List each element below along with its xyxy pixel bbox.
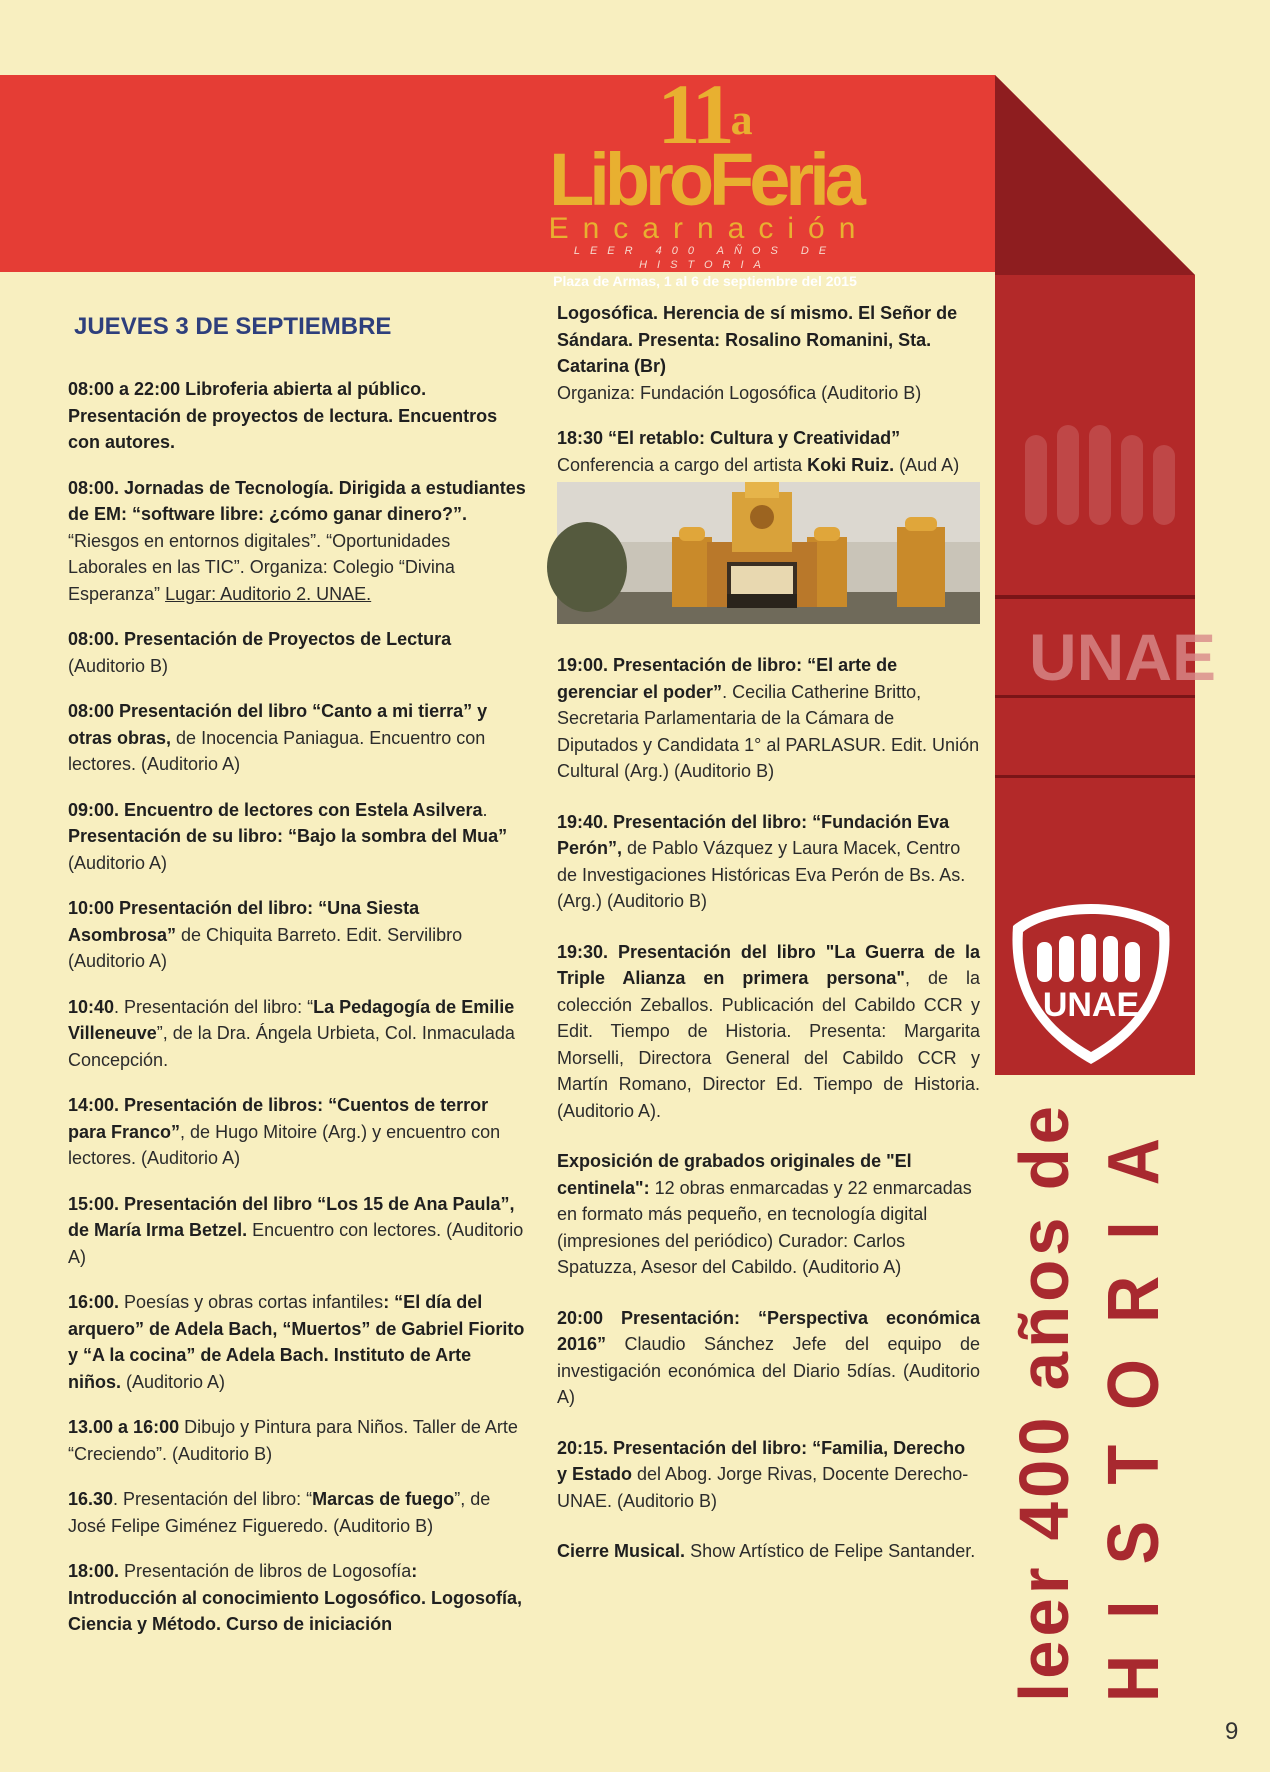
entry-text: Poesías y obras cortas infantiles: [119, 1292, 384, 1312]
schedule-entry: [557, 1148, 980, 1281]
entry-text: Claudio Sánchez Jefe del equipo de investigación económica del Diario 5días. (Auditorio A): [557, 1334, 980, 1407]
entry-text: de Chiquita Barreto. Edit. Servilibro (Auditorio A): [68, 924, 463, 971]
entry-title: 13.00 a 16:00: [68, 1417, 180, 1437]
schedule-entry: [68, 1191, 528, 1271]
entry-text: . Presentación del libro: “: [113, 1489, 313, 1509]
entry-location: Lugar: Auditorio 2. UNAE.: [165, 583, 372, 604]
libroferia-logo: [530, 66, 880, 290]
schedule-entry: [68, 1414, 528, 1467]
entry-title: Logosófica. Herencia de sí mismo. El Señor de Sándara. Presenta: Rosalino Romanini, Sta. Catarina (Br): [557, 303, 958, 376]
schedule-entry: [68, 698, 528, 778]
entry-title: 08:00. Presentación de Proyectos de Lectura: [68, 629, 452, 649]
entry-title: 08:00 a 22:00 Libroferia abierta al público. Presentación de proyectos de lectura. Encuentros con autores.: [68, 379, 498, 452]
entry-text: (Auditorio A): [68, 852, 168, 873]
entry-title: Presentación de su libro: “Bajo la sombra del Mua”: [68, 826, 508, 846]
schedule-entry: [557, 652, 980, 785]
schedule-right-column: [557, 300, 980, 1584]
entry-title: 16.30: [68, 1489, 114, 1509]
entry-title: 20:00 Presentación: “Perspectiva económica 2016”: [557, 1307, 980, 1354]
vertical-slogan: [1000, 1039, 1175, 1710]
slogan-line-1: leer 400 años de: [1005, 1093, 1083, 1702]
entry-text: Encuentro con lectores. (Auditorio A): [68, 1220, 524, 1267]
page-number: 9: [1225, 1718, 1239, 1745]
entry-title: 09:00. Encuentro de lectores con Estela Asilvera: [68, 799, 483, 820]
badge-label: UNAE: [1042, 986, 1140, 1024]
schedule-entry: [68, 994, 528, 1074]
schedule-entry: [68, 1558, 528, 1638]
retablo-photo: [557, 482, 980, 624]
entry-text: , de Hugo Mitoire (Arg.) y encuentro con lectores. (Auditorio A): [68, 1121, 501, 1168]
event-venue: Plaza de Armas, 1 al 6 de septiembre del 2015: [553, 273, 857, 289]
schedule-entry: [68, 475, 528, 608]
entry-title: Marcas de fuego: [312, 1489, 455, 1509]
schedule-entry: [557, 939, 980, 1125]
entry-title: 10:00 Presentación del libro: “Una Siesta Asombrosa”: [68, 898, 420, 945]
entry-text: “Riesgos en entornos digitales”. “Oportunidades Laborales en las TIC”. Organiza: Colegio “Divina Esperanza”: [68, 530, 455, 604]
logo-city: Encarnación: [548, 212, 870, 245]
schedule-entry: [557, 809, 980, 915]
entry-text: Organiza: Fundación Logosófica (Auditorio B): [557, 382, 922, 403]
entry-text: .: [482, 799, 488, 820]
entry-title: Koki Ruiz.: [807, 454, 895, 475]
entry-text: ”, de José Felipe Giménez Figueredo. (Auditorio B): [68, 1489, 491, 1536]
entry-text: , de la colección Zeballos. Publicación del Cabildo CCR y Edit. Tiempo de Historia. Presenta: Margarita Morselli, Directora General del Cabildo CCR y Martín Romano, Director Ed. Tiempo de Historia. (Auditorio A).: [557, 968, 980, 1121]
schedule-entry: [68, 895, 528, 975]
entry-text: . Cecilia Catherine Britto, Secretaria Parlamentaria de la Cámara de Diputados y Candidata 1° al PARLASUR. Edit. Unión Cultural (Arg.) (Auditorio B): [557, 681, 980, 781]
entry-title: La Pedagogía de Emilie Villeneuve: [68, 996, 515, 1043]
unae-badge-icon: [1005, 898, 1177, 1070]
day-title: JUEVES 3 DE SEPTIEMBRE: [74, 313, 392, 340]
edition-num: 11: [657, 66, 731, 162]
entry-title: 10:40: [68, 996, 115, 1017]
entry-title: 20:15. Presentación del libro: “Familia, Derecho y Estado: [557, 1437, 966, 1484]
edition-sup: a: [730, 95, 753, 144]
slogan-line-2: HISTORIA: [1094, 1039, 1174, 1702]
logo-tagline: LEER 400 AÑOS DE HISTORIA: [573, 245, 837, 271]
schedule-entry: [68, 1092, 528, 1172]
entry-title: 08:00 Presentación del libro “Canto a mi tierra” y otras obras,: [68, 701, 488, 748]
entry-title: 08:00. Jornadas de Tecnología. Dirigida a estudiantes de EM: “software libre: ¿cómo ganar dinero?”.: [68, 477, 526, 524]
schedule-entry: [557, 425, 980, 478]
entry-title: : Introducción al conocimiento Logosófico. Logosofía, Ciencia y Método. Curso de iniciación: [68, 1561, 522, 1634]
schedule-entry: [557, 300, 980, 406]
entry-title: Cierre Musical.: [557, 1541, 686, 1561]
building-sign: UNAE: [1029, 620, 1217, 694]
entry-title: 14:00. Presentación de libros: “Cuentos de terror para Franco”: [68, 1095, 489, 1142]
schedule-entry: [68, 797, 528, 877]
entry-text: ”, de la Dra. Ángela Urbieta, Col. Inmaculada Concepción.: [68, 1023, 515, 1070]
entry-text: del Abog. Jorge Rivas, Docente Derecho-UNAE. (Auditorio B): [557, 1464, 969, 1511]
entry-text: (Aud A): [894, 454, 960, 475]
schedule-entry: [68, 376, 528, 456]
entry-title: 18:00.: [68, 1561, 120, 1581]
entry-title: 19:00. Presentación de libro: “El arte de gerenciar el poder”: [557, 655, 898, 702]
schedule-entry: [68, 626, 528, 679]
entry-title: 19:30. Presentación del libro "La Guerra de la Triple Alianza en primera persona": [557, 941, 980, 988]
schedule-entry: [68, 1289, 528, 1395]
entry-text: Presentación de libros de Logosofía: [119, 1561, 412, 1581]
entry-text: de Pablo Vázquez y Laura Macek, Centro de Investigaciones Históricas Eva Perón de Bs. As. (Arg.) (Auditorio B): [557, 838, 966, 911]
entry-text: (Auditorio A): [121, 1371, 226, 1392]
entry-text: Conferencia a cargo del artista: [557, 454, 808, 475]
entry-title: Exposición de grabados originales de "El centinela":: [557, 1151, 912, 1198]
entry-text: Show Artístico de Felipe Santander.: [685, 1541, 976, 1561]
schedule-entry: [557, 1538, 980, 1565]
entry-text: Dibujo y Pintura para Niños. Taller de Arte “Creciendo”. (Auditorio B): [68, 1417, 518, 1464]
entry-title: : “El día del arquero” de Adela Bach, “Muertos” de Gabriel Fiorito y “A la cocina” de Adela Bach. Instituto de Arte niños.: [68, 1292, 525, 1392]
entry-title: 19:40. Presentación del libro: “Fundación Eva Perón”,: [557, 811, 950, 858]
schedule-entry: [557, 1435, 980, 1515]
schedule-entry: [557, 1305, 980, 1411]
entry-text: (Auditorio B): [68, 655, 169, 676]
schedule-entry: [68, 1486, 528, 1539]
entry-title: 15:00. Presentación del libro “Los 15 de Ana Paula”, de María Irma Betzel.: [68, 1193, 515, 1240]
logo-title: LibroFeria: [549, 138, 861, 221]
entry-text: 12 obras enmarcadas y 22 enmarcadas en formato más pequeño, en tecnología digital (impresiones del periódico) Curador: Carlos Spatuzza, Asesor del Cabildo. (Auditorio A): [557, 1177, 972, 1277]
entry-text: de Inocencia Paniagua. Encuentro con lectores. (Auditorio A): [68, 727, 486, 774]
entry-title: 16:00.: [68, 1292, 120, 1312]
schedule-left-column: [68, 300, 528, 1657]
entry-text: . Presentación del libro: “: [114, 996, 314, 1017]
entry-title: 18:30 “El retablo: Cultura y Creatividad”: [557, 428, 901, 448]
